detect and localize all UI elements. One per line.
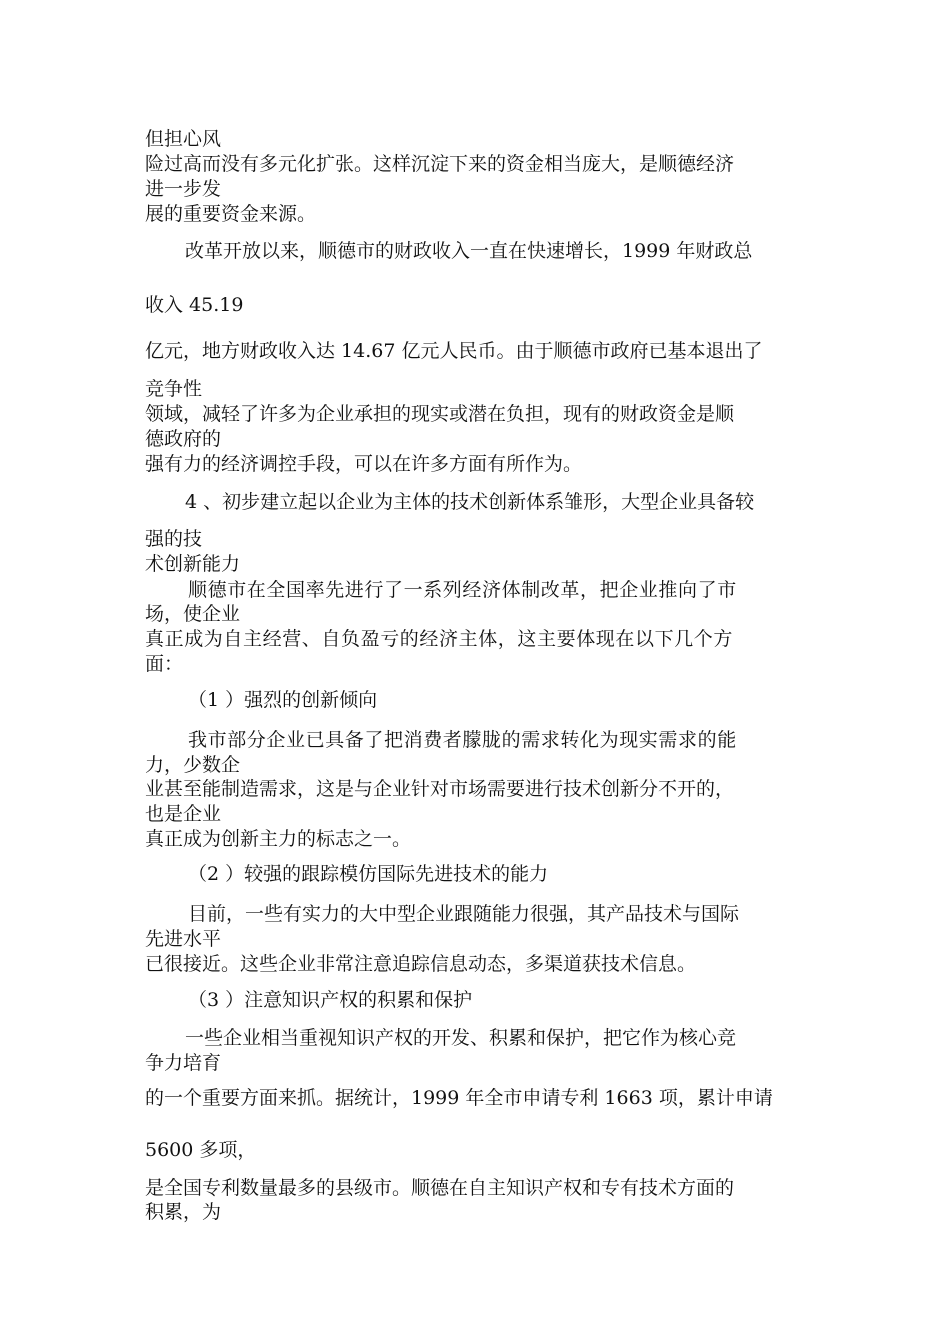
text-line: 险过高而没有多元化扩张。这样沉淀下来的资金相当庞大，是顺德经济 bbox=[145, 153, 735, 175]
text-line: 争力培育 bbox=[145, 1052, 222, 1074]
text-line: 德政府的 bbox=[145, 428, 222, 450]
text-line: 但担心风 bbox=[145, 128, 222, 150]
paragraph-first-line: 一些企业相当重视知识产权的开发、积累和保护，把它作为核心竞 bbox=[185, 1027, 737, 1049]
subheading: （2 ）较强的跟踪模仿国际先进技术的能力 bbox=[188, 863, 549, 885]
subheading: （1 ）强烈的创新倾向 bbox=[188, 689, 378, 711]
text-line: 场，使企业 bbox=[145, 603, 241, 625]
text-line: 真正成为创新主力的标志之一。 bbox=[145, 828, 412, 850]
text-line: 先进水平 bbox=[145, 928, 222, 950]
text-line: 竞争性 bbox=[145, 378, 203, 400]
paragraph-first-line: 改革开放以来，顺德市的财政收入一直在快速增长，1999 年财政总 bbox=[185, 240, 753, 262]
text-line: 是全国专利数量最多的县级市。顺德在自主知识产权和专有技术方面的 bbox=[145, 1177, 735, 1199]
section-heading-cont: 强的技 bbox=[145, 528, 203, 550]
text-line: 收入 45.19 bbox=[145, 294, 244, 316]
text-line: 亿元，地方财政收入达 14.67 亿元人民币。由于顺德市政府已基本退出了 bbox=[145, 340, 763, 362]
subheading: （3 ）注意知识产权的积累和保护 bbox=[188, 989, 473, 1011]
section-heading-cont: 术创新能力 bbox=[145, 553, 241, 575]
text-line: 的一个重要方面来抓。据统计，1999 年全市申请专利 1663 项，累计申请 bbox=[145, 1087, 773, 1109]
paragraph-first-line: 我市部分企业已具备了把消费者朦胧的需求转化为现实需求的能 bbox=[188, 729, 737, 751]
text-line: 进一步发 bbox=[145, 178, 222, 200]
section-heading: 4 、初步建立起以企业为主体的技术创新体系雏形，大型企业具备较 bbox=[185, 491, 755, 513]
paragraph-first-line: 顺德市在全国率先进行了一系列经济体制改革，把企业推向了市 bbox=[188, 579, 737, 601]
text-line: 力，少数企 bbox=[145, 754, 241, 776]
text-line: 展的重要资金来源。 bbox=[145, 203, 317, 225]
text-line: 也是企业 bbox=[145, 803, 222, 825]
text-line: 积累，为 bbox=[145, 1201, 222, 1223]
text-line: 强有力的经济调控手段，可以在许多方面有所作为。 bbox=[145, 453, 583, 475]
text-line: 5600 多项， bbox=[145, 1139, 257, 1161]
text-line: 领域，减轻了许多为企业承担的现实或潜在负担，现有的财政资金是顺 bbox=[145, 403, 735, 425]
paragraph-first-line: 目前，一些有实力的大中型企业跟随能力很强，其产品技术与国际 bbox=[188, 903, 740, 925]
text-line: 已很接近。这些企业非常注意追踪信息动态，多渠道获技术信息。 bbox=[145, 953, 697, 975]
text-line: 真正成为自主经营、自负盈亏的经济主体，这主要体现在以下几个方 bbox=[145, 628, 734, 650]
text-line: 业甚至能制造需求，这是与企业针对市场需要进行技术创新分不开的， bbox=[145, 778, 735, 800]
text-line: 面： bbox=[145, 653, 184, 675]
